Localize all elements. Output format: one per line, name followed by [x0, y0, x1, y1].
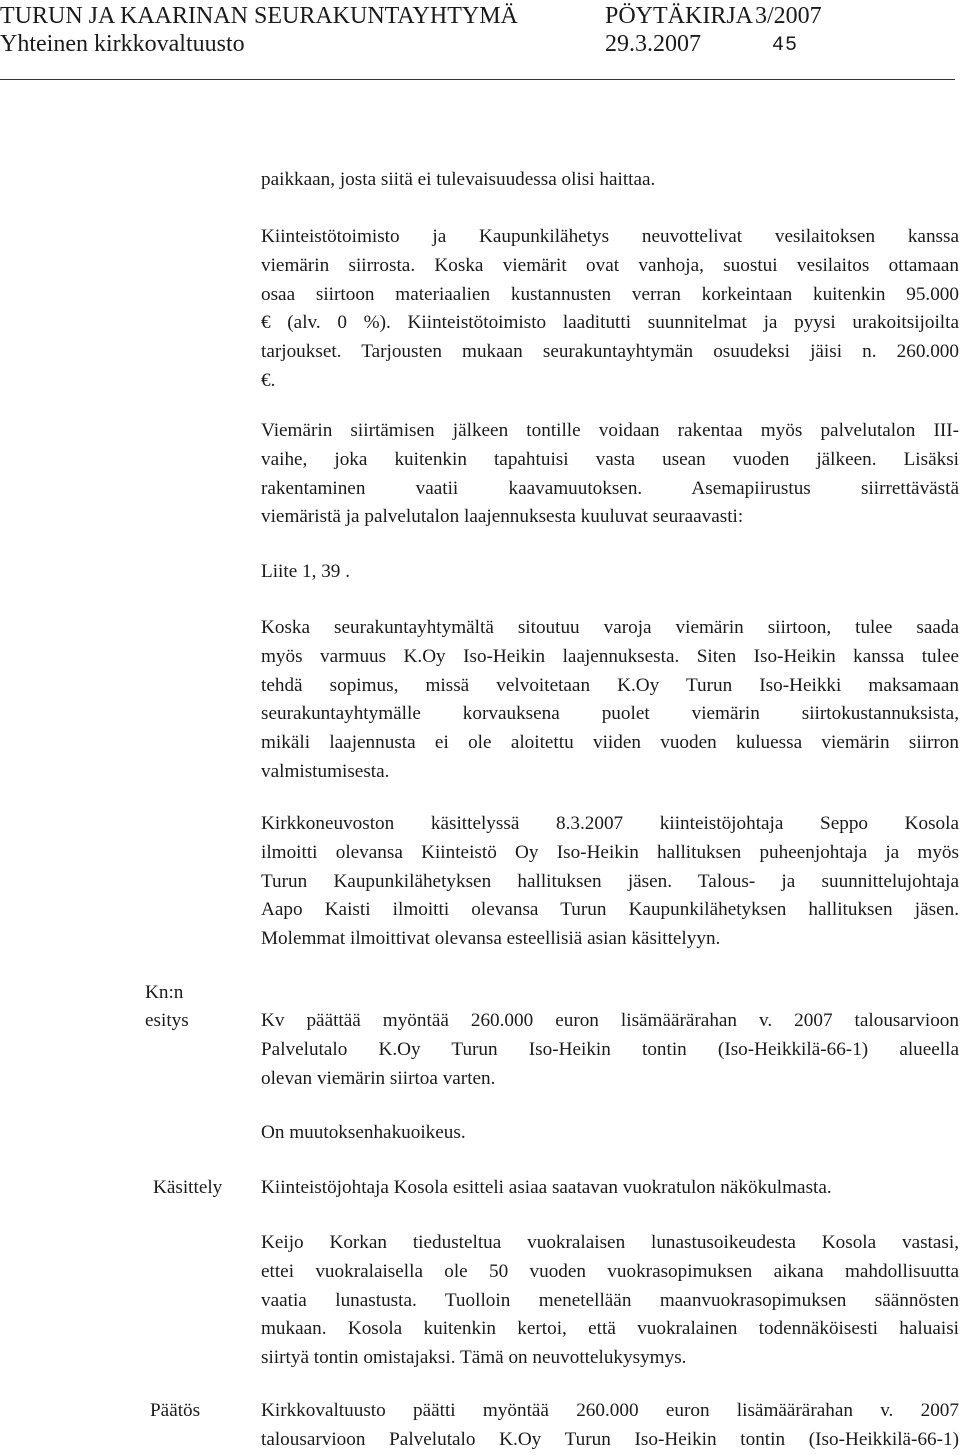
- paragraph-proposal: [261, 1007, 959, 1093]
- meeting-body: Yhteinen kirkkovaltuusto: [0, 31, 245, 57]
- organization-name: TURUN JA KAARINAN SEURAKUNTAYHTYMÄ: [0, 3, 518, 29]
- paragraph-line: Palvelutalo K.Oy Turun Iso-Heikin tontin (Iso-Heikkilä-66-1) alueella: [261, 1038, 959, 1060]
- paragraph-continuation: paikkaan, josta siitä ei tulevaisuudessa olisi haittaa.: [261, 169, 656, 190]
- paragraph-line: talousarvioon Palvelutalo K.Oy Turun Iso-Heikin tontin (Iso-Heikkilä-66-1): [261, 1428, 959, 1450]
- paragraph-line: Kirkkovaltuusto päätti myöntää 260.000 euron lisämäärärahan v. 2007: [261, 1400, 959, 1421]
- paragraph-line: € (alv. 0 %). Kiinteistötoimisto laaditutti suunnitelmat ja pyysi urakoitsijoilta: [261, 312, 959, 334]
- paragraph-line: valmistumisesta.: [261, 760, 390, 782]
- appeal-notice: On muutoksenhakuoikeus.: [261, 1122, 466, 1143]
- paragraph-line: vaatia lunastusta. Tuolloin menetellään maanvuokrasopimuksen säännösten: [261, 1289, 959, 1311]
- paragraph-discussion: [261, 1229, 959, 1373]
- paragraph-line: ilmoitti olevansa Kiinteistö Oy Iso-Heikin hallituksen puheenjohtaja ja myös: [261, 841, 959, 863]
- decision-label: Päätös: [150, 1400, 201, 1421]
- paragraph-guarantee: [261, 614, 959, 787]
- paragraph-line: Koska seurakuntayhtymältä sitoutuu varoja viemärin siirtoon, tulee saada: [261, 617, 959, 638]
- paragraph-conflict-of-interest: [261, 810, 959, 954]
- paragraph-line: seurakuntayhtymälle korvauksena puolet viemärin siirtokustannuksista,: [261, 703, 959, 725]
- header-divider: [0, 79, 955, 80]
- paragraph-line: osaa siirtoon materiaalien kustannusten verran korkeintaan kuitenkin 95.000: [261, 283, 959, 305]
- paragraph-line: Keijo Korkan tiedusteltua vuokralaisen lunastusoikeudesta Kosola vastasi,: [261, 1232, 959, 1253]
- paragraph-line: olevan viemärin siirtoa varten.: [261, 1067, 496, 1089]
- paragraph-handling: Kiinteistöjohtaja Kosola esitteli asiaa saatavan vuokratulon näkökulmasta.: [261, 1177, 832, 1198]
- paragraph-negotiation: [261, 223, 959, 396]
- paragraph-line: Kiinteistötoimisto ja Kaupunkilähetys neuvottelivat vesilaitoksen kanssa: [261, 226, 959, 247]
- handling-label: Käsittely: [153, 1177, 223, 1198]
- attachment-reference: Liite 1, 39 .: [261, 561, 350, 582]
- paragraph-line: Viemärin siirtämisen jälkeen tontille voidaan rakentaa myös palvelutalon III-: [261, 420, 959, 441]
- paragraph-line: tarjoukset. Tarjousten mukaan seurakuntayhtymän osuudeksi jäisi n. 260.000: [261, 341, 959, 363]
- paragraph-line: siirtyä tontin omistajaksi. Tämä on neuvottelukysymys.: [261, 1347, 687, 1369]
- proposal-label-line2: esitys: [145, 1010, 189, 1031]
- paragraph-line: viemäristä ja palvelutalon laajennuksesta kuuluvat seuraavasti:: [261, 506, 744, 528]
- paragraph-decision: [261, 1397, 959, 1455]
- paragraph-line: Kv päättää myöntää 260.000 euron lisämäärärahan v. 2007 talousarvioon: [261, 1010, 959, 1031]
- page-number: 45: [772, 34, 799, 57]
- paragraph-line: ettei vuokralaisella ole 50 vuoden vuokrasopimuksen aikana mahdollisuutta: [261, 1260, 959, 1282]
- paragraph-line: €.: [261, 369, 276, 391]
- paragraph-line: Kirkkoneuvoston käsittelyssä 8.3.2007 kiinteistöjohtaja Seppo Kosola: [261, 813, 959, 834]
- paragraph-line: mukaan. Kosola kuitenkin kertoi, että vuokralainen todennäköisesti haluaisi: [261, 1318, 959, 1340]
- paragraph-line: tehdä sopimus, missä velvoitetaan K.Oy Turun Iso-Heikki maksamaan: [261, 674, 959, 696]
- paragraph-line: rakentaminen vaatii kaavamuutoksen. Asemapiirustus siirrettävästä: [261, 477, 959, 499]
- paragraph-line: mikäli laajennusta ei ole aloitettu viiden vuoden kuluessa viemärin siirron: [261, 732, 959, 754]
- meeting-date: 29.3.2007: [605, 31, 701, 57]
- proposal-label-line1: Kn:n: [145, 982, 184, 1003]
- paragraph-line: vaihe, joka kuitenkin tapahtuisi vasta usean vuoden jälkeen. Lisäksi: [261, 448, 959, 470]
- document-number: 3/2007: [755, 3, 822, 29]
- paragraph-line: Turun Kaupunkilähetyksen hallituksen jäsen. Talous- ja suunnittelujohtaja: [261, 870, 959, 892]
- document-type: PÖYTÄKIRJA: [605, 3, 754, 29]
- paragraph-line: Molemmat ilmoittivat olevansa esteellisiä asian käsittelyyn.: [261, 928, 721, 950]
- paragraph-line: myös varmuus K.Oy Iso-Heikin laajennuksesta. Siten Iso-Heikin kanssa tulee: [261, 645, 959, 667]
- paragraph-line: Aapo Kaisti ilmoitti olevansa Turun Kaupunkilähetyksen hallituksen jäsen.: [261, 899, 959, 921]
- paragraph-construction: [261, 417, 959, 532]
- paragraph-line: viemärin siirrosta. Koska viemärit ovat vanhoja, suostui vesilaitos ottamaan: [261, 254, 959, 276]
